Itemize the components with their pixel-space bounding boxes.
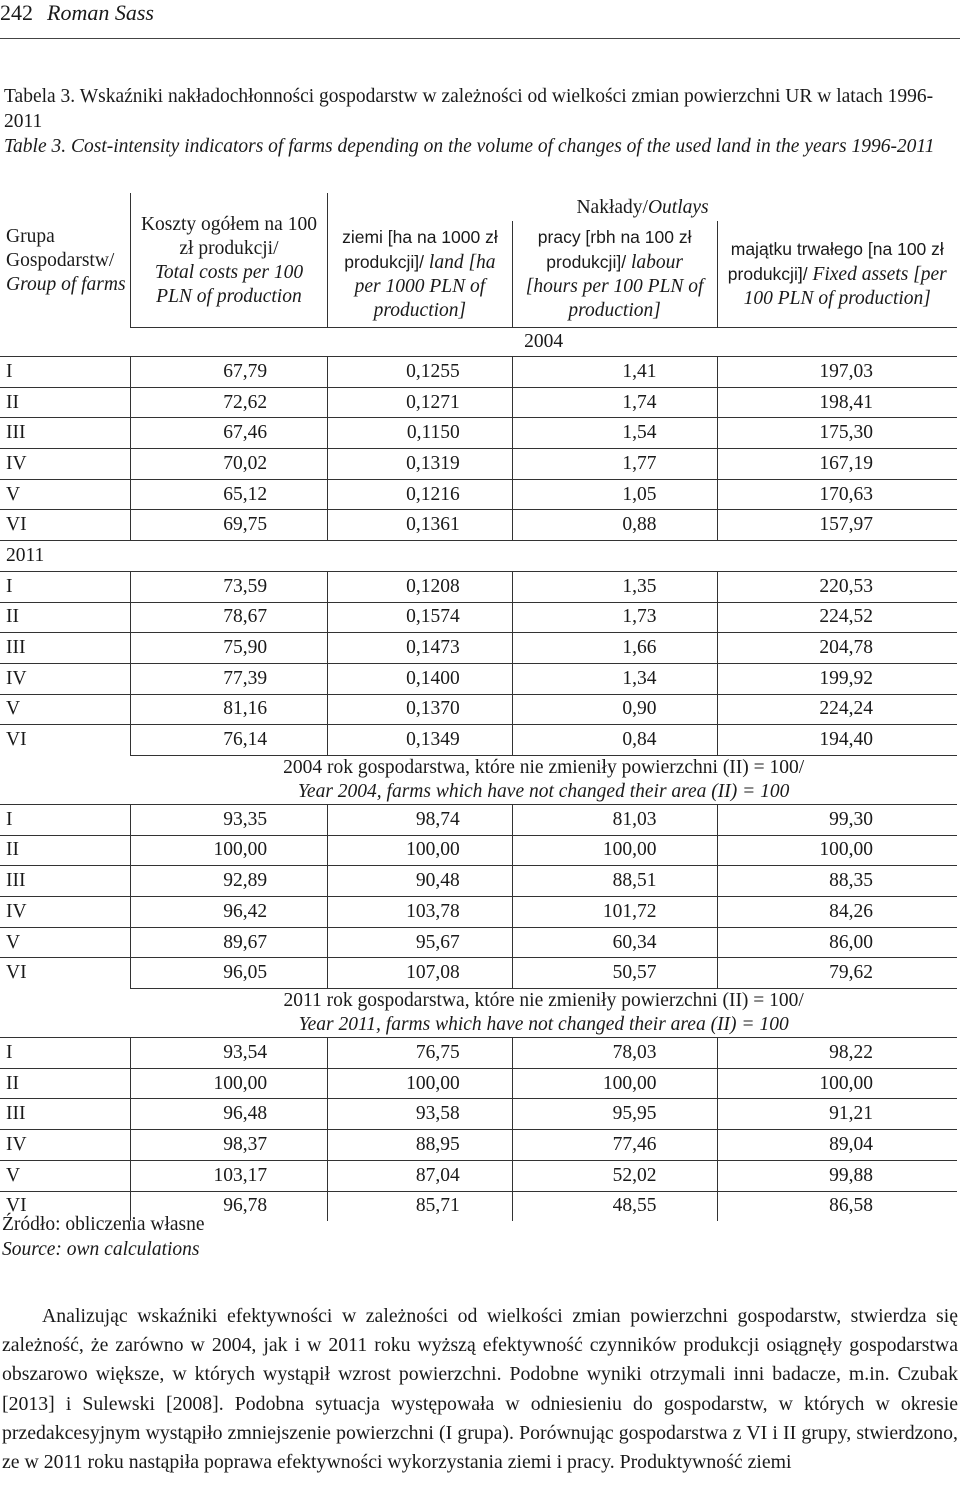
table-row — [0, 725, 957, 756]
cell-fixed-assets: 89,04 — [717, 1130, 957, 1161]
table-row — [0, 357, 957, 388]
cell-costs: 65,12 — [130, 479, 327, 510]
cell-labour: 52,02 — [512, 1160, 717, 1191]
table-row — [0, 1099, 957, 1130]
cell-costs: 70,02 — [130, 449, 327, 480]
cell-labour: 1,77 — [512, 449, 717, 480]
table-row — [0, 927, 957, 958]
caption-polish: Tabela 3. Wskaźniki nakładochłonności gospodarstw w zależności od wielkości zmian powierzchni UR w latach 1996-2011 — [4, 86, 934, 132]
cell-group: II — [0, 1068, 130, 1099]
cell-labour: 0,88 — [512, 510, 717, 541]
table-header-row-1 — [0, 193, 957, 221]
cell-costs: 67,79 — [130, 357, 327, 388]
year-label-2004: 2004 — [130, 328, 957, 357]
cell-group: III — [0, 633, 130, 664]
cell-land: 107,08 — [328, 958, 513, 989]
table-row — [0, 571, 957, 602]
cell-fixed-assets: 224,24 — [717, 694, 957, 725]
cell-land: 0,1574 — [328, 602, 513, 633]
cell-land: 85,71 — [328, 1191, 513, 1221]
header-fixed-en: Fixed assets [per 100 PLN of production] — [743, 264, 947, 309]
header-outlays-en: Outlays — [647, 197, 709, 218]
table-row — [0, 663, 957, 694]
section-title-en: Year 2004, farms which have not changed their area (II) = 100 — [297, 780, 790, 802]
cell-land: 0,1400 — [328, 663, 513, 694]
table-row — [0, 418, 957, 449]
source-english: Source: own calculations — [2, 1239, 200, 1260]
cell-land: 0,1216 — [328, 479, 513, 510]
cell-labour: 48,55 — [512, 1191, 717, 1221]
header-outlays — [328, 193, 957, 221]
body-text — [2, 1302, 958, 1477]
source-polish: Źródło: obliczenia własne — [2, 1214, 205, 1235]
cell-group: III — [0, 866, 130, 897]
cell-costs: 75,90 — [130, 633, 327, 664]
cell-costs: 89,67 — [130, 927, 327, 958]
header-land — [328, 221, 513, 328]
cell-group: III — [0, 1099, 130, 1130]
cell-group: V — [0, 479, 130, 510]
cell-fixed-assets: 88,35 — [717, 866, 957, 897]
cell-fixed-assets: 86,58 — [717, 1191, 957, 1221]
header-costs — [130, 193, 327, 328]
cell-costs: 73,59 — [130, 571, 327, 602]
cell-group: VI — [0, 958, 130, 989]
cell-labour: 1,54 — [512, 418, 717, 449]
cell-costs: 96,05 — [130, 958, 327, 989]
cell-group: IV — [0, 897, 130, 928]
table-row — [0, 1068, 957, 1099]
cell-land: 87,04 — [328, 1160, 513, 1191]
cell-group: I — [0, 804, 130, 835]
cell-group: V — [0, 927, 130, 958]
source-note — [2, 1212, 205, 1262]
cell-fixed-assets: 84,26 — [717, 897, 957, 928]
section-title-pl: 2011 rok gospodarstwa, które nie zmieniły powierzchni (II) = 100/ — [283, 990, 804, 1012]
cell-fixed-assets: 175,30 — [717, 418, 957, 449]
table-row — [0, 1160, 957, 1191]
cell-group: VI — [0, 510, 130, 541]
cell-costs: 76,14 — [130, 725, 327, 756]
cell-group: IV — [0, 663, 130, 694]
header-costs-en: Total costs per 100 PLN of production — [154, 262, 304, 307]
cell-land: 76,75 — [328, 1038, 513, 1069]
cell-group: II — [0, 387, 130, 418]
cell-group: II — [0, 835, 130, 866]
cell-labour: 100,00 — [512, 835, 717, 866]
cell-group: I — [0, 571, 130, 602]
cell-fixed-assets: 170,63 — [717, 479, 957, 510]
cell-fixed-assets: 220,53 — [717, 571, 957, 602]
cell-costs: 93,54 — [130, 1038, 327, 1069]
table-row — [0, 1038, 957, 1069]
table-row — [0, 897, 957, 928]
cell-costs: 93,35 — [130, 804, 327, 835]
header-labour — [512, 221, 717, 328]
header-group-pl: Grupa Gospodarstw/ — [6, 226, 115, 272]
table-caption — [4, 84, 956, 159]
cell-land: 100,00 — [328, 1068, 513, 1099]
table-row — [0, 387, 957, 418]
table-row — [0, 835, 957, 866]
header-labour-en: labour [hours per 100 PLN of production] — [525, 252, 704, 321]
cell-fixed-assets: 194,40 — [717, 725, 957, 756]
section-title-en: Year 2011, farms which have not changed their area (II) = 100 — [298, 1014, 789, 1036]
cell-costs: 96,78 — [130, 1191, 327, 1221]
cell-costs: 72,62 — [130, 387, 327, 418]
cell-fixed-assets: 198,41 — [717, 387, 957, 418]
cell-land: 98,74 — [328, 804, 513, 835]
caption-english: Table 3. Cost-intensity indicators of farms depending on the volume of changes of the used land in the years 1996-2011 — [4, 136, 935, 157]
cell-costs: 98,37 — [130, 1130, 327, 1161]
cell-fixed-assets: 98,22 — [717, 1038, 957, 1069]
cell-group: IV — [0, 449, 130, 480]
cell-land: 95,67 — [328, 927, 513, 958]
cell-fixed-assets: 204,78 — [717, 633, 957, 664]
page-number: 242 — [0, 0, 33, 25]
table-row — [0, 1130, 957, 1161]
cell-costs: 69,75 — [130, 510, 327, 541]
cell-land: 93,58 — [328, 1099, 513, 1130]
header-fixed-pl: majątku trwałego [na 100 zł produkcji]/ — [727, 239, 944, 284]
cell-labour: 101,72 — [512, 897, 717, 928]
data-table — [0, 193, 957, 1221]
cell-group: V — [0, 694, 130, 725]
table-row — [0, 510, 957, 541]
cell-land: 88,95 — [328, 1130, 513, 1161]
cell-labour: 95,95 — [512, 1099, 717, 1130]
table-row — [0, 866, 957, 897]
cell-fixed-assets: 99,88 — [717, 1160, 957, 1191]
year-row — [0, 541, 957, 572]
header-labour-pl: pracy [rbh na 100 zł produkcji]/ — [537, 227, 692, 272]
cell-costs: 100,00 — [130, 835, 327, 866]
header-group — [0, 193, 130, 328]
cell-fixed-assets: 99,30 — [717, 804, 957, 835]
header-land-en: land [ha per 1000 PLN of production] — [354, 252, 496, 321]
cell-fixed-assets: 86,00 — [717, 927, 957, 958]
cell-group: I — [0, 357, 130, 388]
header-outlays-pl: Nakłady/ — [576, 197, 648, 218]
cell-costs: 92,89 — [130, 866, 327, 897]
cell-group: VI — [0, 1191, 130, 1221]
cell-labour: 77,46 — [512, 1130, 717, 1161]
cell-labour: 1,35 — [512, 571, 717, 602]
cell-group: IV — [0, 1130, 130, 1161]
cell-group: V — [0, 1160, 130, 1191]
table-row — [0, 633, 957, 664]
cell-land: 100,00 — [328, 835, 513, 866]
cell-land: 0,1349 — [328, 725, 513, 756]
year-row-2004 — [0, 328, 957, 357]
cell-fixed-assets: 224,52 — [717, 602, 957, 633]
cell-fixed-assets: 100,00 — [717, 1068, 957, 1099]
section-title-pl: 2004 rok gospodarstwa, które nie zmieniły powierzchni (II) = 100/ — [283, 756, 805, 778]
cell-fixed-assets: 199,92 — [717, 663, 957, 694]
cell-group: VI — [0, 725, 130, 756]
cell-costs: 96,48 — [130, 1099, 327, 1130]
header-costs-pl: Koszty ogółem na 100 zł produkcji/ — [140, 214, 317, 259]
year-label: 2011 — [0, 541, 957, 572]
cell-fixed-assets: 197,03 — [717, 357, 957, 388]
cell-labour: 1,05 — [512, 479, 717, 510]
cell-group: II — [0, 602, 130, 633]
cell-labour: 0,90 — [512, 694, 717, 725]
cell-costs: 96,42 — [130, 897, 327, 928]
cell-labour: 81,03 — [512, 804, 717, 835]
running-head — [0, 0, 154, 26]
cell-fixed-assets: 167,19 — [717, 449, 957, 480]
table-row — [0, 694, 957, 725]
cell-land: 0,1370 — [328, 694, 513, 725]
section-index-2011 — [0, 989, 957, 1038]
cell-labour: 88,51 — [512, 866, 717, 897]
cell-labour: 1,73 — [512, 602, 717, 633]
cell-fixed-assets: 79,62 — [717, 958, 957, 989]
table-row — [0, 958, 957, 989]
cell-labour: 78,03 — [512, 1038, 717, 1069]
cell-land: 0,1208 — [328, 571, 513, 602]
cell-land: 0,1361 — [328, 510, 513, 541]
cell-land: 103,78 — [328, 897, 513, 928]
cell-costs: 81,16 — [130, 694, 327, 725]
cell-labour: 1,74 — [512, 387, 717, 418]
cell-fixed-assets: 100,00 — [717, 835, 957, 866]
cell-labour: 100,00 — [512, 1068, 717, 1099]
header-land-pl: ziemi [ha na 1000 zł produkcji]/ — [342, 227, 498, 272]
table-row — [0, 602, 957, 633]
section-index-2004 — [0, 755, 957, 804]
cell-labour: 1,41 — [512, 357, 717, 388]
cell-land: 0,1473 — [328, 633, 513, 664]
cell-labour: 60,34 — [512, 927, 717, 958]
cell-labour: 0,84 — [512, 725, 717, 756]
cell-fixed-assets: 91,21 — [717, 1099, 957, 1130]
cell-land: 90,48 — [328, 866, 513, 897]
body-paragraph: Analizując wskaźniki efektywności w zależności od wielkości zmian powierzchni gospodarstw, stwierdza się zależność, że zarówno w 2004, jak i w 2011 roku wyższą efektywność czynników produkcji osiągnęły gospodarstwa obszarowo większe, w których wystąpił wzrost powierzchni. Podobne wyniki otrzymali inni badacze, m.in. Czubak [2013] i Sulewski [2008]. Podobna sytuacja występowała w odniesieniu do gospodarstw, w których w okresie przedakcesyjnym wystąpiło zmniejszenie powierzchni (I grupa). Porównując gospodarstwa z VI i II grupy, stwierdzono, ze w 2011 roku nastąpiła poprawa efektywności wykorzystania ziemi i pracy. Produktywność ziemi — [2, 1305, 958, 1474]
table-row — [0, 479, 957, 510]
cell-costs: 67,46 — [130, 418, 327, 449]
cell-land: 0,1150 — [328, 418, 513, 449]
cell-land: 0,1319 — [328, 449, 513, 480]
cell-group: I — [0, 1038, 130, 1069]
cell-fixed-assets: 157,97 — [717, 510, 957, 541]
header-group-en: Group of farms — [6, 274, 126, 296]
cell-labour: 1,34 — [512, 663, 717, 694]
cell-costs: 100,00 — [130, 1068, 327, 1099]
cell-costs: 103,17 — [130, 1160, 327, 1191]
cell-costs: 78,67 — [130, 602, 327, 633]
author-name: Roman Sass — [47, 0, 154, 25]
table-row — [0, 449, 957, 480]
cell-costs: 77,39 — [130, 663, 327, 694]
cell-land: 0,1271 — [328, 387, 513, 418]
cell-land: 0,1255 — [328, 357, 513, 388]
header-rule — [0, 38, 960, 39]
cell-labour: 50,57 — [512, 958, 717, 989]
cell-group: III — [0, 418, 130, 449]
cell-labour: 1,66 — [512, 633, 717, 664]
table-row — [0, 804, 957, 835]
header-fixed-assets — [717, 221, 957, 328]
